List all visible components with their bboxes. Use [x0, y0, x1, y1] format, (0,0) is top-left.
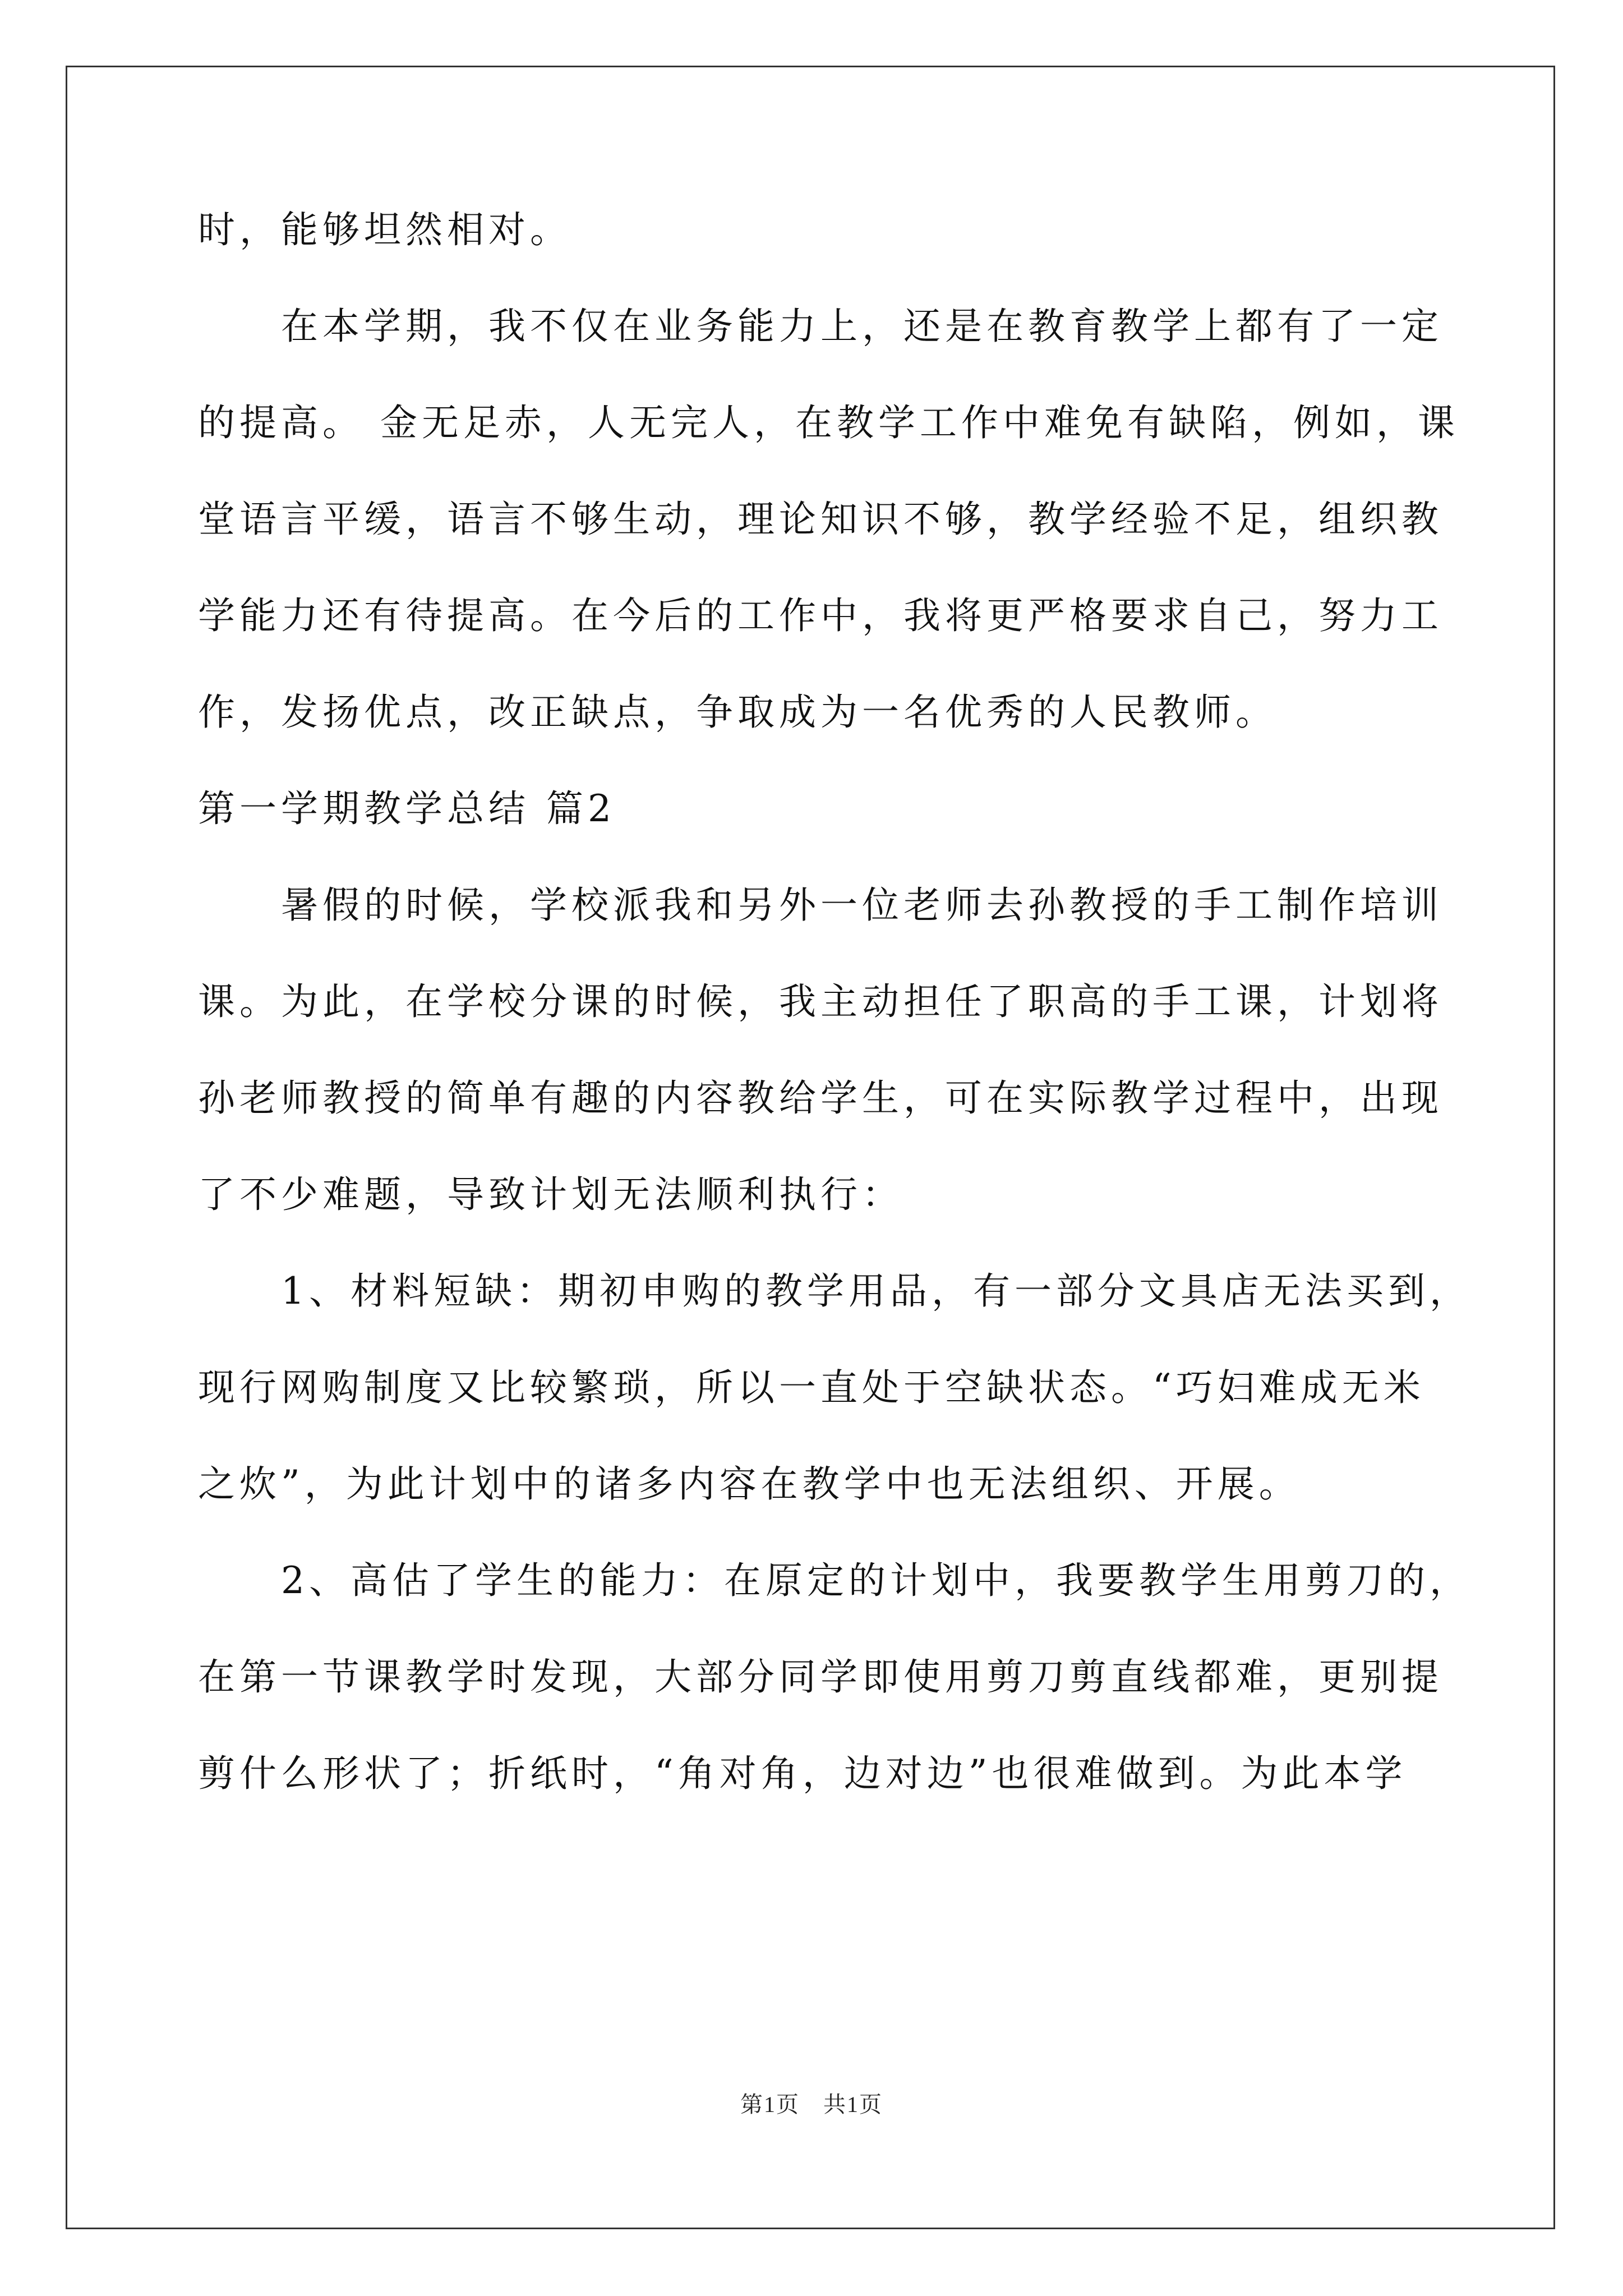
- text-line: 在第一节课教学时发现，大部分同学即使用剪刀剪直线都难，更别提: [198, 1655, 1443, 1699]
- text-line: 学能力还有待提高。在今后的工作中，我将更严格要求自己，努力工: [198, 594, 1443, 637]
- text-line: 时，能够坦然相对。: [198, 208, 571, 251]
- page-footer: 第1页 共1页: [740, 2092, 883, 2117]
- text-line: 堂语言平缓，语言不够生动，理论知识不够，教学经验不足，组织教: [198, 498, 1443, 541]
- paragraph-start: 2、高估了学生的能力：在原定的计划中，我要教学生用剪刀的，: [281, 1559, 1471, 1602]
- paragraph-start: 暑假的时候，学校派我和另外一位老师去孙教授的手工制作培训: [281, 884, 1443, 927]
- text-line: 现行网购制度又比较繁琐，所以一直处于空缺状态。“巧妇难成无米: [198, 1366, 1425, 1409]
- page-border: [66, 66, 1555, 2229]
- text-line: 的提高。 金无足赤，人无完人，在教学工作中难免有缺陷，例如，课: [198, 401, 1459, 444]
- text-line: 之炊”，为此计划中的诸多内容在教学中也无法组织、开展。: [198, 1462, 1301, 1506]
- text-line: 课。为此，在学校分课的时候，我主动担任了职高的手工课，计划将: [198, 980, 1443, 1023]
- text-line: 了不少难题，导致计划无法顺利执行：: [198, 1173, 903, 1216]
- text-line: 作，发扬优点，改正缺点，争取成为一名优秀的人民教师。: [198, 691, 1277, 734]
- text-line: 剪什么形状了；折纸时，“角对角，边对边”也很难做到。为此本学: [198, 1752, 1407, 1795]
- section-heading: 第一学期教学总结 篇2: [198, 787, 616, 830]
- paragraph-start: 1、材料短缺：期初申购的教学用品，有一部分文具店无法买到，: [281, 1269, 1471, 1313]
- paragraph-start: 在本学期，我不仅在业务能力上，还是在教育教学上都有了一定: [281, 305, 1443, 348]
- text-line: 孙老师教授的简单有趣的内容教给学生，可在实际教学过程中，出现: [198, 1076, 1443, 1120]
